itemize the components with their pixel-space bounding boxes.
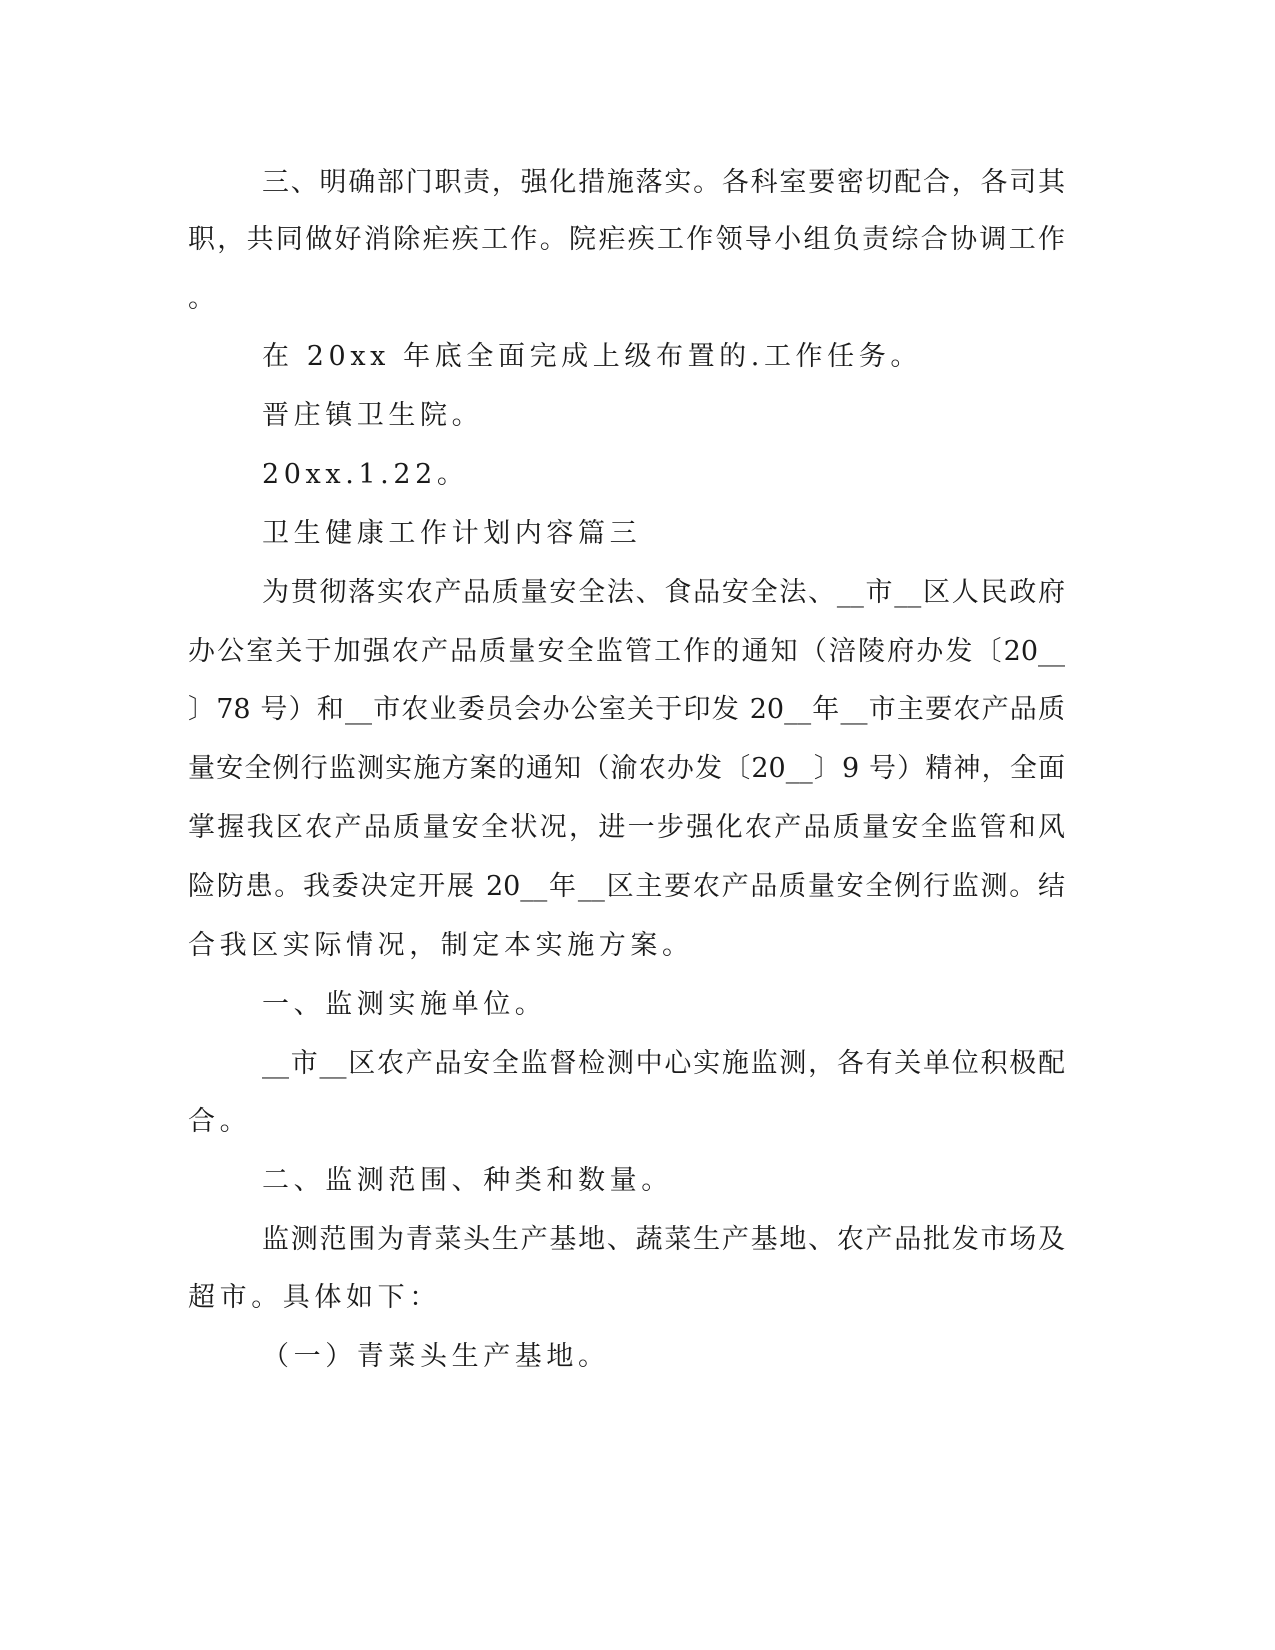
paragraph-line: 超市。具体如下： (188, 1282, 441, 1313)
date-line: 20xx.1.22。 (262, 459, 469, 490)
paragraph-line: 险防患。我委决定开展 20__年__区主要农产品质量安全例行监测。结 (188, 871, 1065, 902)
paragraph-line: 〕78 号）和__市农业委员会办公室关于印发 20__年__市主要农产品质 (188, 694, 1065, 725)
section-heading: 卫生健康工作计划内容篇三 (262, 518, 642, 549)
paragraph-line: 三、明确部门职责，强化措施落实。各科室要密切配合，各司其 (262, 167, 1065, 198)
paragraph-line: 办公室关于加强农产品质量安全监管工作的通知（涪陵府办发〔20__ (188, 636, 1065, 667)
paragraph-line: 。 (188, 283, 220, 314)
paragraph-line: __市__区农产品安全监督检测中心实施监测，各有关单位积极配 (262, 1048, 1065, 1079)
paragraph-line: 职，共同做好消除疟疾工作。院疟疾工作领导小组负责综合协调工作 (188, 224, 1065, 255)
paragraph-line: 合我区实际情况，制定本实施方案。 (188, 930, 694, 961)
paragraph-line: 掌握我区农产品质量安全状况，进一步强化农产品质量安全监管和风 (188, 812, 1065, 843)
paragraph-line: 量安全例行监测实施方案的通知（渝农办发〔20__〕9 号）精神，全面 (188, 753, 1065, 784)
paragraph-line: 在 20xx 年底全面完成上级布置的.工作任务。 (262, 341, 922, 372)
paragraph-line: 为贯彻落实农产品质量安全法、食品安全法、__市__区人民政府 (262, 577, 1065, 608)
paragraph-line: 合。 (188, 1106, 252, 1137)
paragraph-line: 晋庄镇卫生院。 (262, 400, 484, 431)
section-heading: 二、监测范围、种类和数量。 (262, 1165, 673, 1196)
section-heading: 一、监测实施单位。 (262, 989, 547, 1020)
paragraph-line: 监测范围为青菜头生产基地、蔬菜生产基地、农产品批发市场及 (262, 1224, 1065, 1255)
subsection-heading: （一）青菜头生产基地。 (262, 1341, 610, 1372)
